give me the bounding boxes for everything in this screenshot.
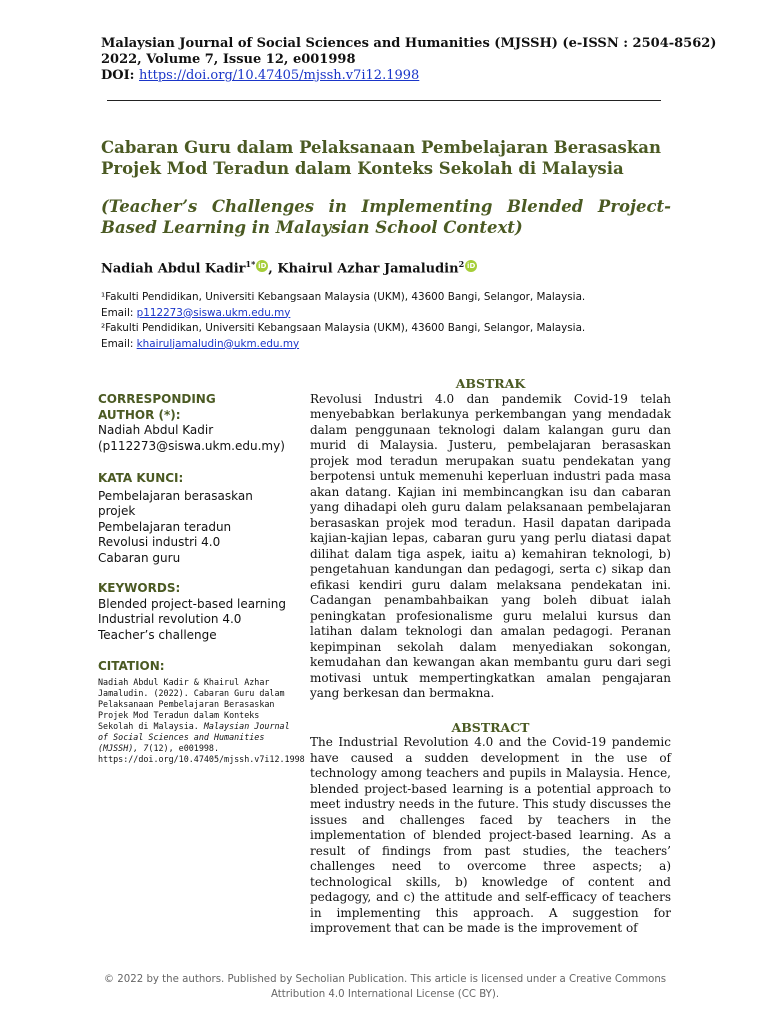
journal-issue: 2022, Volume 7, Issue 12, e001998 — [101, 52, 356, 67]
license-footer: © 2022 by the authors. Published by Secholian Publication. This article is licensed under a Creative Commons Attribution 4.0 International License (CC BY). — [103, 974, 667, 1000]
keywords-heading: KEYWORDS: — [98, 581, 181, 595]
keyword-item: Blended project-based learning — [98, 596, 286, 611]
keyword-item: Industrial revolution 4.0 — [98, 612, 242, 626]
citation-body: Nadiah Abdul Kadir & Khairul Azhar Jamaludin. (2022). Cabaran Guru dalam Pelaksanaan Pembelajaran Berasaskan Projek Mod Teradun dalam Konteks Sekolah di Malaysia. — [98, 676, 285, 731]
abstrak-text: Revolusi Industri 4.0 dan pandemik Covid-19 telah menyebabkan berlakunya perkembangan yang mendadak dalam penggunaan teknologi dalam kalangan guru dan murid di Malaysia. Justeru, pembelajaran berasaskan projek mod teradun merupakan suatu pendekatan yang berpotensi untuk memenuhi keperluan industri pada masa akan datang. Kajian ini membincangkan isu dan cabaran yang dihadapi oleh guru dalam pelaksanaan pembelajaran berasaskan projek mod teradun. Hasil dapatan daripada kajian-kajian lepas, cabaran guru yang perlu diatasi dapat dilihat dalam tiga aspek, iaitu a) kemahiran teknologi, b) pengetahuan kandungan dan pedagogi, serta c) sikap dan efikasi kendiri guru dalam melaksana pendekatan ini. Cadangan penambahbaikan yang boleh dibuat ialah peningkatan profesionalisme guru melalui kursus dan latihan dalam teknologi dan amalan pedagogi. Peranan kepimpinan sekolah dalam menyediakan sokongan, kemudahan dan kewangan akan membantu guru dari segi motivasi untuk mempertingkatkan amalan pengajaran yang berkesan dan bermakna. — [310, 391, 671, 700]
paper-title-english: (Teacher’s Challenges in Implementing Blended Project-Based Learning in Malaysian School Context) — [101, 197, 671, 237]
kata-kunci-item: Revolusi industri 4.0 — [98, 535, 221, 549]
author-2-sup: 2 — [458, 259, 465, 269]
paper-title-malay: Cabaran Guru dalam Pelaksanaan Pembelajaran Berasaskan Projek Mod Teradun dalam Konteks Sekolah di Malaysia — [101, 138, 661, 178]
kata-kunci-item: Pembelajaran berasaskan projek — [98, 488, 253, 518]
corresponding-heading-1: CORRESPONDING — [98, 392, 216, 406]
keyword-item: Teacher’s challenge — [98, 627, 217, 642]
corresponding-section — [98, 392, 298, 454]
affiliation-1: ¹Fakulti Pendidikan, Universiti Kebangsaan Malaysia (UKM), 43600 Bangi, Selangor, Malaysia. — [101, 291, 586, 303]
email-1-line — [101, 306, 585, 322]
orcid-icon[interactable]: iD — [467, 262, 476, 271]
corresponding-email: (p112273@siswa.ukm.edu.my) — [98, 438, 285, 453]
citation-doi: https://doi.org/10.47405/mjssh.v7i12.1998 — [98, 753, 305, 764]
keywords-section — [98, 581, 298, 643]
citation-journal: Malaysian Journal of Social Sciences and Humanities (MJSSH), 7 — [98, 720, 290, 753]
orcid-icon[interactable]: iD — [258, 262, 267, 271]
email-2-line — [101, 337, 585, 353]
abstract-text: The Industrial Revolution 4.0 and the Covid-19 pandemic have caused a sudden development in the use of technology among teachers and pupils in Malaysia. Hence, blended project-based learning is a potential approach to meet industry needs in the future. This study discusses the issues and challenges faced by teachers in the implementation of blended project-based learning. As a result of findings from past studies, the teachers’ challenges need to overcome three aspects; a) technological skills, b) knowledge of content and pedagogy, and c) the attitude and self-efficacy of teachers in implementing this approach. A suggestion for improvement that can be made is the improvement of — [310, 735, 671, 935]
header-divider — [107, 100, 661, 101]
kata-kunci-section — [98, 471, 298, 566]
sidebar-info — [98, 392, 305, 765]
email-1-link[interactable]: p112273@siswa.ukm.edu.my — [136, 306, 291, 319]
kata-kunci-heading: KATA KUNCI: — [98, 471, 184, 485]
author-separator: , — [268, 261, 278, 277]
affiliations — [101, 290, 585, 352]
corresponding-name: Nadiah Abdul Kadir — [98, 423, 214, 437]
email-2-label: Email: — [101, 337, 137, 350]
email-1-label: Email: — [101, 306, 137, 319]
abstract-column — [310, 376, 671, 937]
doi-line — [101, 68, 716, 84]
author-list — [101, 256, 477, 277]
kata-kunci-item: Cabaran guru — [98, 550, 181, 565]
abstrak-heading: ABSTRAK — [455, 376, 526, 391]
author-1-sup: 1* — [245, 259, 256, 269]
affiliation-2: ²Fakulti Pendidikan, Universiti Kebangsaan Malaysia (UKM), 43600 Bangi, Selangor, Malaysia. — [101, 322, 586, 334]
journal-name: Malaysian Journal of Social Sciences and Humanities (MJSSH) (e-ISSN : 2504-8562) — [101, 36, 717, 51]
author-2-name: Khairul Azhar Jamaludin — [277, 261, 459, 277]
citation-text — [98, 676, 305, 765]
abstract-heading: ABSTRACT — [451, 719, 530, 735]
citation-heading: CITATION: — [98, 659, 165, 673]
author-1-name: Nadiah Abdul Kadir — [101, 261, 246, 277]
email-2-link[interactable]: khairuljamaludin@ukm.edu.my — [136, 337, 300, 350]
kata-kunci-item: Pembelajaran teradun — [98, 519, 232, 534]
doi-link[interactable]: https://doi.org/10.47405/mjssh.v7i12.1998 — [139, 68, 420, 83]
citation-issue: (12), e001998. — [148, 742, 220, 753]
corresponding-heading-2: AUTHOR (*): — [98, 407, 181, 422]
journal-header — [101, 36, 716, 84]
citation-section — [98, 659, 305, 765]
doi-label: DOI: — [101, 68, 135, 83]
